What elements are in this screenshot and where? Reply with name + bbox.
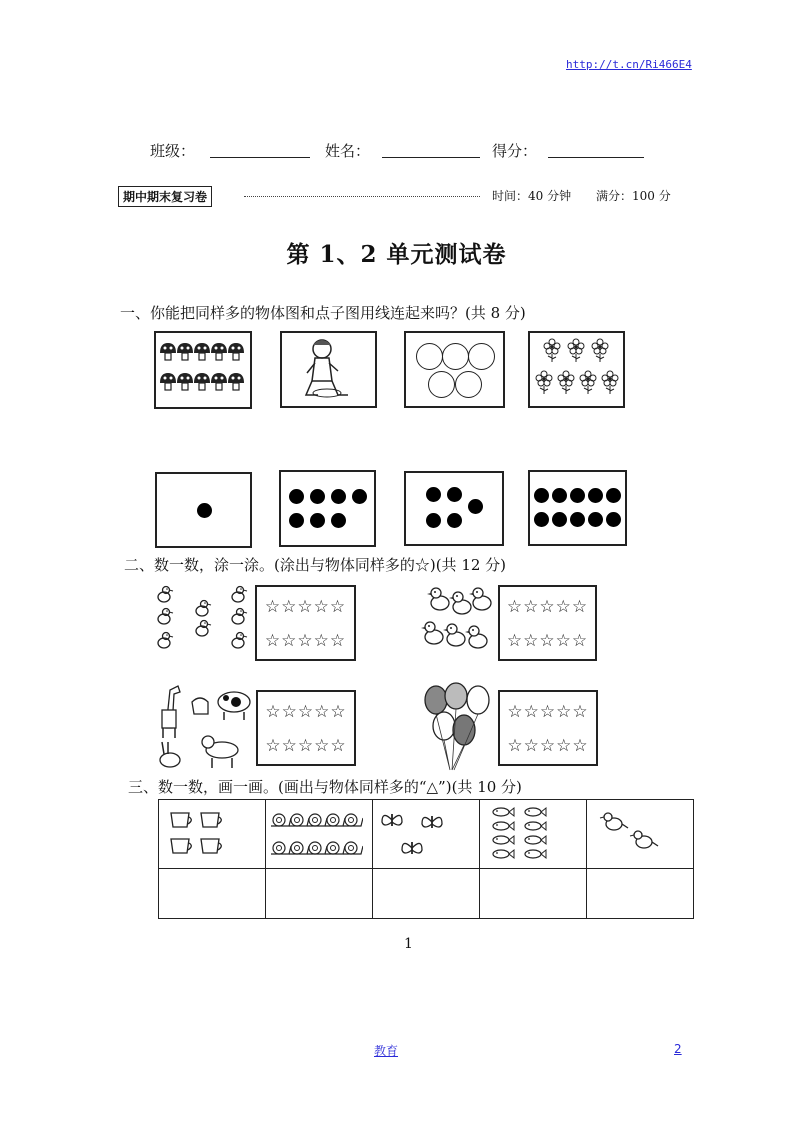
balloons-group <box>420 682 498 772</box>
answer-cell-fish[interactable] <box>480 868 587 918</box>
dot <box>197 503 212 518</box>
circle-shape <box>455 371 482 398</box>
star-row[interactable]: ☆☆☆☆☆ <box>264 631 347 651</box>
class-field[interactable] <box>210 157 310 158</box>
dot <box>426 487 441 502</box>
circle-shape <box>442 343 469 370</box>
full-score-text: 满分：100 分 <box>596 189 671 203</box>
dot <box>606 488 621 503</box>
dot-box-2 <box>279 470 376 547</box>
snail-icon <box>267 806 363 862</box>
dot <box>468 499 483 514</box>
drawing-table <box>158 799 694 919</box>
girl-icon <box>282 333 375 406</box>
star-box-1[interactable] <box>255 585 356 661</box>
footer-link[interactable]: 教育 <box>374 1044 399 1058</box>
picture-box-girl <box>280 331 377 408</box>
mushroom-icon <box>156 333 250 407</box>
picture-box-mushrooms <box>154 331 252 409</box>
dot <box>310 513 325 528</box>
star-box-3[interactable] <box>256 690 356 766</box>
butterfly-icon <box>374 806 454 862</box>
snails-cell <box>266 800 373 869</box>
dot-box-4 <box>528 470 627 546</box>
answer-cell-butterflies[interactable] <box>373 868 480 918</box>
star-row[interactable]: ☆☆☆☆☆ <box>265 702 347 722</box>
butterflies-cell <box>373 800 480 869</box>
header-link[interactable]: http://t.cn/Ri466E4 <box>566 58 692 71</box>
dot <box>426 513 441 528</box>
dot-box-1 <box>155 472 252 548</box>
chick-icon <box>416 583 498 659</box>
dot <box>331 489 346 504</box>
dot <box>310 489 325 504</box>
page-title: 第 1、2 单元测试卷 <box>286 241 507 268</box>
section3-heading: 三、数一数，画一画。(画出与物体同样多的“△”)(共 10 分) <box>128 778 522 796</box>
answer-cell-birds[interactable] <box>587 868 694 918</box>
star-row[interactable]: ☆☆☆☆☆ <box>264 597 347 617</box>
section1-heading: 一、你能把同样多的物体图和点子图用线连起来吗？(共 8 分) <box>120 304 526 322</box>
star-row[interactable]: ☆☆☆☆☆ <box>507 702 589 722</box>
circle-shape <box>416 343 443 370</box>
circle-shape <box>428 371 455 398</box>
dot <box>352 489 367 504</box>
name-label: 姓名： <box>325 142 371 160</box>
animals-group <box>156 680 256 770</box>
birds-cell <box>587 800 694 869</box>
dot <box>447 487 462 502</box>
giraffe-icon <box>156 680 256 770</box>
exam-tag: 期中期末复习卷 <box>118 186 212 207</box>
dot <box>570 488 585 503</box>
score-field[interactable] <box>548 157 644 158</box>
star-row[interactable]: ☆☆☆☆☆ <box>265 736 347 756</box>
dot <box>570 512 585 527</box>
name-field[interactable] <box>382 157 480 158</box>
time-text: 时间：40 分钟 <box>492 189 572 203</box>
star-row[interactable]: ☆☆☆☆☆ <box>507 736 589 756</box>
circle-shape <box>468 343 495 370</box>
student-info-row <box>150 140 670 166</box>
cups-cell <box>159 800 266 869</box>
picture-box-flowers <box>528 331 625 408</box>
cup-icon <box>160 806 240 862</box>
divider <box>244 196 480 197</box>
dot <box>552 488 567 503</box>
dot <box>534 512 549 527</box>
class-label: 班级： <box>150 142 196 160</box>
answer-cell-cups[interactable] <box>159 868 266 918</box>
bird-icon <box>152 583 254 661</box>
chicks-group <box>416 583 498 659</box>
dot <box>447 513 462 528</box>
star-box-2[interactable] <box>498 585 597 661</box>
star-box-4[interactable] <box>498 690 598 766</box>
fish-icon <box>481 804 561 864</box>
dot <box>588 488 603 503</box>
fish-cell <box>480 800 587 869</box>
birds-group <box>152 583 254 661</box>
dot <box>331 513 346 528</box>
dot <box>289 513 304 528</box>
bird-icon <box>588 806 668 862</box>
footer-page-number[interactable]: 2 <box>674 1042 682 1056</box>
star-row[interactable]: ☆☆☆☆☆ <box>506 597 589 617</box>
dot <box>552 512 567 527</box>
answer-cell-snails[interactable] <box>266 868 373 918</box>
dot <box>534 488 549 503</box>
dot <box>606 512 621 527</box>
score-label: 得分： <box>492 142 538 160</box>
dot <box>588 512 603 527</box>
balloon-icon <box>420 682 498 772</box>
section2-heading: 二、数一数，涂一涂。(涂出与物体同样多的☆)(共 12 分) <box>124 556 507 574</box>
page-number: 1 <box>404 936 413 952</box>
star-row[interactable]: ☆☆☆☆☆ <box>506 631 589 651</box>
dot <box>289 489 304 504</box>
flower-icon <box>530 333 623 406</box>
dot-box-3 <box>404 471 504 546</box>
picture-box-circles <box>404 331 505 408</box>
